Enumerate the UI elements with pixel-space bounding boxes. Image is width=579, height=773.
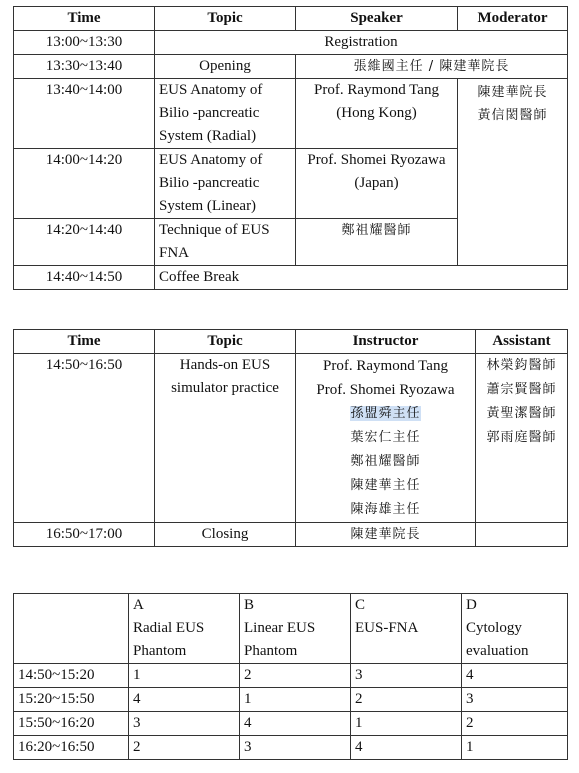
rotation-value: 2 bbox=[129, 736, 240, 760]
instructor-name bbox=[300, 402, 471, 426]
time-cell: 16:50~17:00 bbox=[14, 523, 155, 547]
topic-line: System (Linear) bbox=[159, 198, 257, 214]
topic-line: Hands-on EUS bbox=[179, 357, 271, 373]
rotation-value: 1 bbox=[462, 736, 568, 760]
topic-cell bbox=[155, 354, 296, 523]
time-cell: 15:20~15:50 bbox=[14, 688, 129, 712]
rotation-value: 1 bbox=[240, 688, 351, 712]
time-cell: 13:40~14:00 bbox=[14, 79, 155, 149]
time-cell: 16:20~16:50 bbox=[14, 736, 129, 760]
registration-cell: Registration bbox=[155, 31, 568, 55]
table-row bbox=[14, 354, 568, 523]
time-cell: 14:00~14:20 bbox=[14, 149, 155, 219]
station-letter: C bbox=[355, 597, 366, 613]
instructor-name: 葉宏仁主任 bbox=[350, 430, 421, 445]
topic-line: System (Radial) bbox=[159, 128, 257, 144]
header-time: Time bbox=[14, 7, 155, 31]
table-row bbox=[14, 736, 568, 760]
time-cell: 15:50~16:20 bbox=[14, 712, 129, 736]
header-speaker: Speaker bbox=[296, 7, 458, 31]
station-name: Phantom bbox=[133, 643, 187, 659]
table-row bbox=[14, 31, 568, 55]
speaker-cell: 鄭祖耀醫師 bbox=[296, 219, 458, 266]
rotation-value: 1 bbox=[351, 712, 462, 736]
speaker-name: Prof. Shomei Ryozawa bbox=[307, 152, 446, 168]
station-header bbox=[351, 594, 462, 664]
instructor-name: 陳建華主任 bbox=[350, 478, 421, 493]
rotation-value: 4 bbox=[240, 712, 351, 736]
station-header bbox=[129, 594, 240, 664]
rotation-value: 4 bbox=[129, 688, 240, 712]
moderator-name: 陳建華院長 bbox=[477, 85, 548, 100]
rotation-table bbox=[13, 593, 568, 760]
assistant-cell bbox=[476, 354, 568, 523]
empty-header-cell bbox=[14, 594, 129, 664]
table-row bbox=[14, 55, 568, 79]
header-time: Time bbox=[14, 330, 155, 354]
topic-line: EUS Anatomy of bbox=[159, 82, 263, 98]
rotation-value: 3 bbox=[462, 688, 568, 712]
station-name: Radial EUS bbox=[133, 620, 205, 636]
topic-cell bbox=[155, 79, 296, 149]
rotation-value: 3 bbox=[351, 664, 462, 688]
time-cell: 14:50~16:50 bbox=[14, 354, 155, 523]
station-header bbox=[240, 594, 351, 664]
rotation-value: 4 bbox=[351, 736, 462, 760]
assistant-name: 黃聖潔醫師 bbox=[486, 406, 557, 421]
topic-line: Bilio -pancreatic bbox=[159, 105, 260, 121]
instructor-name: 鄭祖耀醫師 bbox=[350, 454, 421, 469]
table-row bbox=[14, 79, 568, 149]
assistant-name: 蕭宗賢醫師 bbox=[486, 382, 557, 397]
speaker-origin: (Japan) bbox=[354, 175, 399, 191]
station-letter: A bbox=[133, 597, 144, 613]
topic-cell: Opening bbox=[155, 55, 296, 79]
moderator-name: 黃信閎醫師 bbox=[477, 108, 548, 123]
table-row bbox=[14, 523, 568, 547]
instructor-name: 陳海雄主任 bbox=[350, 502, 421, 517]
table-row bbox=[14, 266, 568, 290]
time-cell: 14:20~14:40 bbox=[14, 219, 155, 266]
handson-table bbox=[13, 329, 568, 547]
rotation-value: 3 bbox=[240, 736, 351, 760]
topic-cell: Closing bbox=[155, 523, 296, 547]
table-header-row bbox=[14, 7, 568, 31]
header-assistant: Assistant bbox=[476, 330, 568, 354]
topic-line: EUS Anatomy of bbox=[159, 152, 263, 168]
speaker-cell: 張維國主任 / 陳建華院長 bbox=[296, 55, 568, 79]
instructor-cell: 陳建華院長 bbox=[296, 523, 476, 547]
moderator-cell bbox=[458, 79, 568, 266]
topic-line: Technique of EUS bbox=[159, 222, 270, 238]
speaker-cell bbox=[296, 79, 458, 149]
table-row bbox=[14, 664, 568, 688]
rotation-value: 4 bbox=[462, 664, 568, 688]
speaker-cell bbox=[296, 149, 458, 219]
assistant-name: 林榮鈞醫師 bbox=[486, 358, 557, 373]
table-header-row bbox=[14, 330, 568, 354]
instructor-cell bbox=[296, 354, 476, 523]
header-topic: Topic bbox=[155, 7, 296, 31]
header-instructor: Instructor bbox=[296, 330, 476, 354]
time-cell: 13:00~13:30 bbox=[14, 31, 155, 55]
station-name: evaluation bbox=[466, 643, 529, 659]
station-name: Cytology bbox=[466, 620, 522, 636]
rotation-value: 1 bbox=[129, 664, 240, 688]
instructor-name: Prof. Raymond Tang bbox=[323, 358, 448, 374]
schedule-table bbox=[13, 6, 568, 290]
assistant-cell bbox=[476, 523, 568, 547]
rotation-value: 3 bbox=[129, 712, 240, 736]
highlighted-name: 孫盟舜主任 bbox=[350, 406, 421, 421]
topic-cell bbox=[155, 149, 296, 219]
rotation-value: 2 bbox=[462, 712, 568, 736]
header-moderator: Moderator bbox=[458, 7, 568, 31]
table-row bbox=[14, 688, 568, 712]
speaker-origin: (Hong Kong) bbox=[336, 105, 417, 121]
rotation-value: 2 bbox=[351, 688, 462, 712]
rotation-value: 2 bbox=[240, 664, 351, 688]
station-name: EUS-FNA bbox=[355, 620, 419, 636]
station-letter: B bbox=[244, 597, 255, 613]
time-cell: 14:50~15:20 bbox=[14, 664, 129, 688]
topic-cell bbox=[155, 219, 296, 266]
assistant-name: 郭雨庭醫師 bbox=[486, 430, 557, 445]
time-cell: 13:30~13:40 bbox=[14, 55, 155, 79]
station-name: Phantom bbox=[244, 643, 298, 659]
table-header-row bbox=[14, 594, 568, 664]
time-cell: 14:40~14:50 bbox=[14, 266, 155, 290]
station-name: Linear EUS bbox=[244, 620, 316, 636]
coffee-break-cell: Coffee Break bbox=[155, 266, 568, 290]
topic-line: FNA bbox=[159, 245, 190, 261]
instructor-name: Prof. Shomei Ryozawa bbox=[316, 382, 455, 398]
topic-line: simulator practice bbox=[171, 380, 279, 396]
topic-line: Bilio -pancreatic bbox=[159, 175, 260, 191]
header-topic: Topic bbox=[155, 330, 296, 354]
station-letter: D bbox=[466, 597, 477, 613]
table-row bbox=[14, 712, 568, 736]
speaker-name: Prof. Raymond Tang bbox=[314, 82, 439, 98]
station-header bbox=[462, 594, 568, 664]
